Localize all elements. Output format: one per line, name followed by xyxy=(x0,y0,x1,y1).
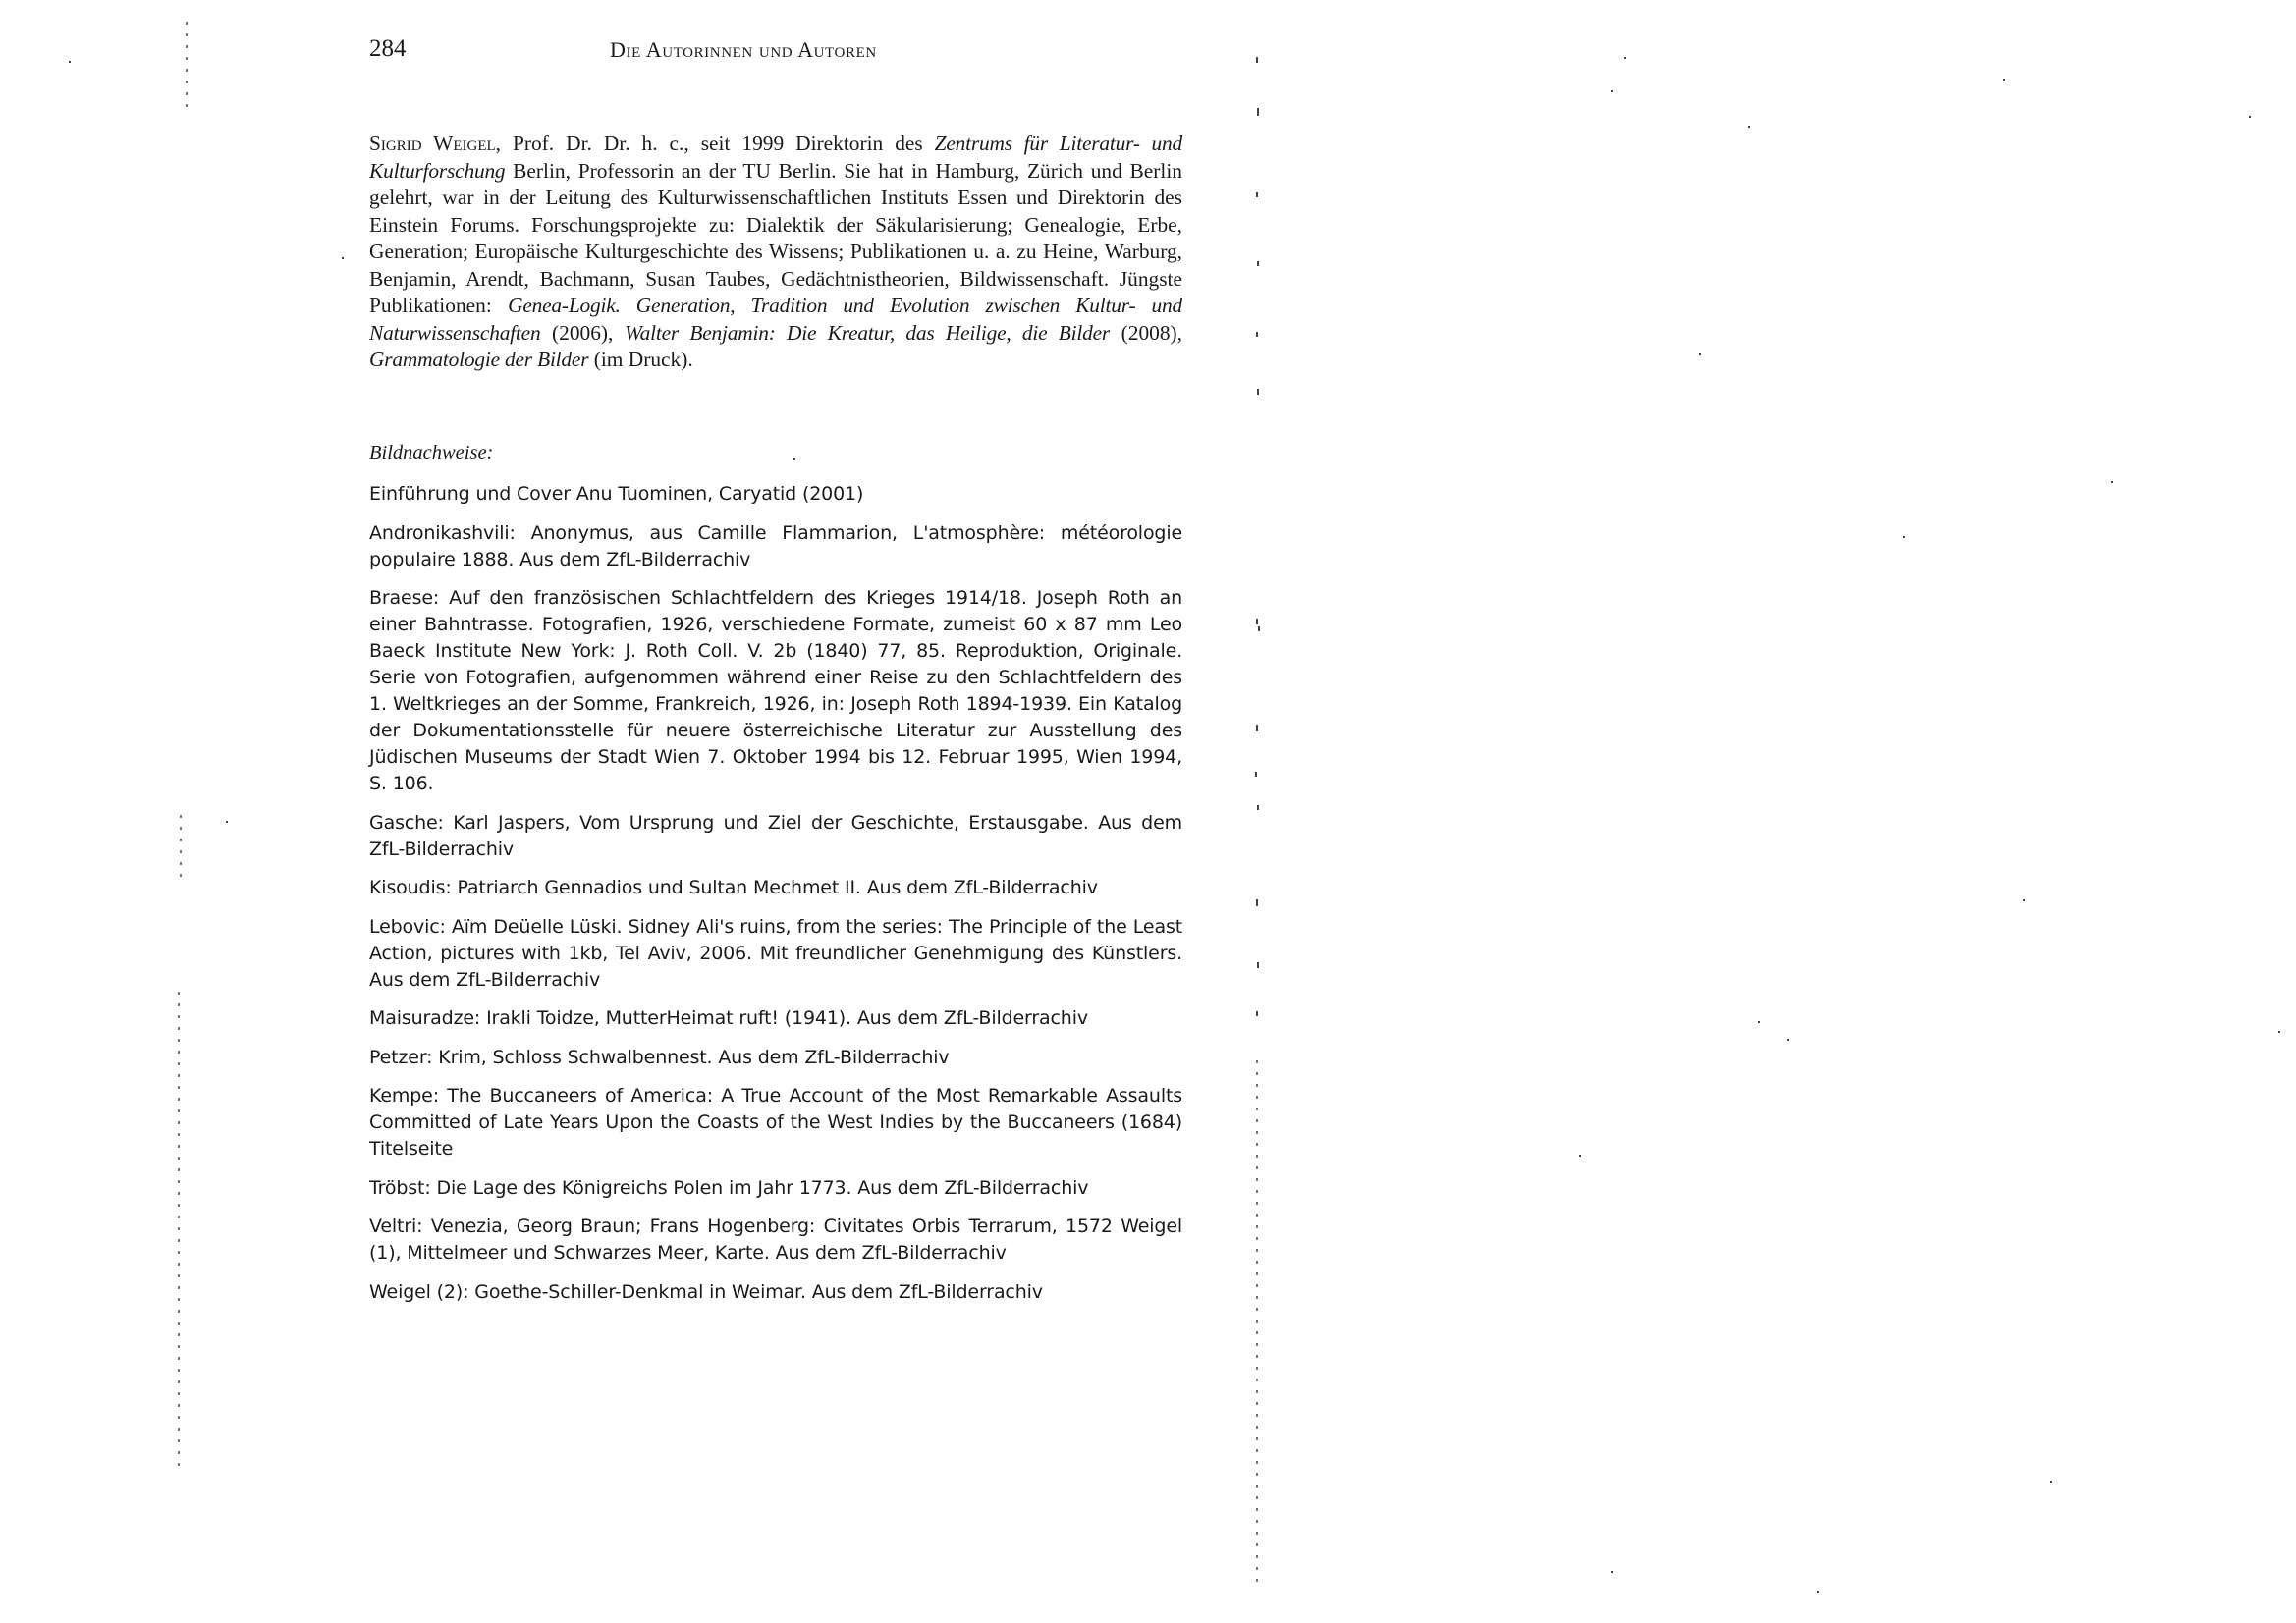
credit-entry: Braese: Auf den französischen Schlachtfeldern des Krieges 1914/18. Joseph Roth an einer Bahntrasse. Fotografien, 1926, verschiedene Formate, zumeist 60 x 87 mm Leo Baeck Institute New York: J. Roth Coll. V. 2b (1840) 77, 85. Reproduktion, Originale. Serie von Fotografien, aufgenommen während einer Reise zu den Schlachtfeldern des 1. Weltkrieges an der Somme, Frankreich, 1926, in: Joseph Roth 1894-1939. Ein Katalog der Dokumentationsstelle für neuere österreichische Literatur zur Ausstellung des Jüdischen Museums der Stadt Wien 7. Oktober 1994 bis 12. Februar 1995, Wien 1994, S. 106. xyxy=(369,587,1182,794)
credit-entry: Kisoudis: Patriarch Gennadios und Sultan Mechmet II. Aus dem ZfL-Bilderrachiv xyxy=(369,877,1098,898)
publication-title: Grammatologie der Bilder xyxy=(369,348,589,372)
credit-entry: Maisuradze: Irakli Toidze, MutterHeimat ruft! (1941). Aus dem ZfL-Bilderrachiv xyxy=(369,1007,1088,1029)
page-number: 284 xyxy=(369,35,407,62)
credit-entry: Veltri: Venezia, Georg Braun; Frans Hogenberg: Civitates Orbis Terrarum, 1572 Weigel (1), Mittelmeer und Schwarzes Meer, Karte. Aus dem ZfL-Bilderrachiv xyxy=(369,1216,1182,1264)
credits-heading: Bildnachweise: xyxy=(369,442,494,463)
credit-entry: Gasche: Karl Jaspers, Vom Ursprung und Ziel der Geschichte, Erstausgabe. Aus dem ZfL-Bilderrachiv xyxy=(369,811,1182,860)
publication-title: Walter Benjamin: Die Kreatur, das Heilige, die Bilder xyxy=(624,320,1111,345)
bio-text: , Prof. Dr. Dr. h. c., seit 1999 Direktorin des xyxy=(495,132,935,156)
institution-name: Zentrums für Literatur- und Kulturforschung xyxy=(369,132,1182,183)
credit-entry: Petzer: Krim, Schloss Schwalbennest. Aus dem ZfL-Bilderrachiv xyxy=(369,1046,950,1068)
running-head: Die Autorinnen und Autoren xyxy=(610,37,877,62)
credits-list xyxy=(369,481,1182,1318)
publication-title: Genea-Logik. Generation, Tradition und Evolution zwischen Kultur- und Naturwissenschaften xyxy=(369,294,1182,345)
credit-entry: Weigel (2): Goethe-Schiller-Denkmal in Weimar. Aus dem ZfL-Bilderrachiv xyxy=(369,1280,1043,1303)
credit-entry: Lebovic: Aïm Deüelle Lüski. Sidney Ali's ruins, from the series: The Principle of the Least Action, pictures with 1kb, Tel Aviv, 2006. Mit freundlicher Genehmigung des Künstlers. Aus dem ZfL-Bilderrachiv xyxy=(369,915,1182,991)
credit-entry: Tröbst: Die Lage des Königreichs Polen im Jahr 1773. Aus dem ZfL-Bilderrachiv xyxy=(369,1176,1089,1199)
author-bio xyxy=(369,131,1182,374)
author-name: Sigrid Weigel xyxy=(369,132,496,156)
credit-entry: Andronikashvili: Anonymus, aus Camille Flammarion, L'atmosphère: météorologie populaire 1888. Aus dem ZfL-Bilderrachiv xyxy=(369,521,1182,570)
bio-text: Berlin, Professorin an der TU Berlin. Sie hat in Hamburg, Zürich und Berlin gelehrt, war in der Leitung des Kulturwissenschaftlichen Instituts Essen und Direktorin des Einstein Forums. Forschungsprojekte zu: Dialektik der Säkularisierung; Genealogie, Erbe, Generation; Europäische Kulturgeschichte des Wissens; Publikationen u. a. zu Heine, Warburg, Benjamin, Arendt, Bachmann, Susan Taubes, Gedächtnistheorien, Bildwissenschaft. Jüngste Publikationen: xyxy=(369,158,1182,318)
bio-text: (im Druck). xyxy=(588,348,693,372)
bio-text: (2006), xyxy=(540,320,625,345)
credit-entry: Einführung und Cover Anu Tuominen, Caryatid (2001) xyxy=(369,483,864,505)
bio-text: (2008), xyxy=(1110,320,1182,345)
page-header xyxy=(369,35,1189,75)
credit-entry: Kempe: The Buccaneers of America: A True Account of the Most Remarkable Assaults Committed of Late Years Upon the Coasts of the West Indies by the Buccaneers (1684) Titelseite xyxy=(369,1085,1182,1160)
